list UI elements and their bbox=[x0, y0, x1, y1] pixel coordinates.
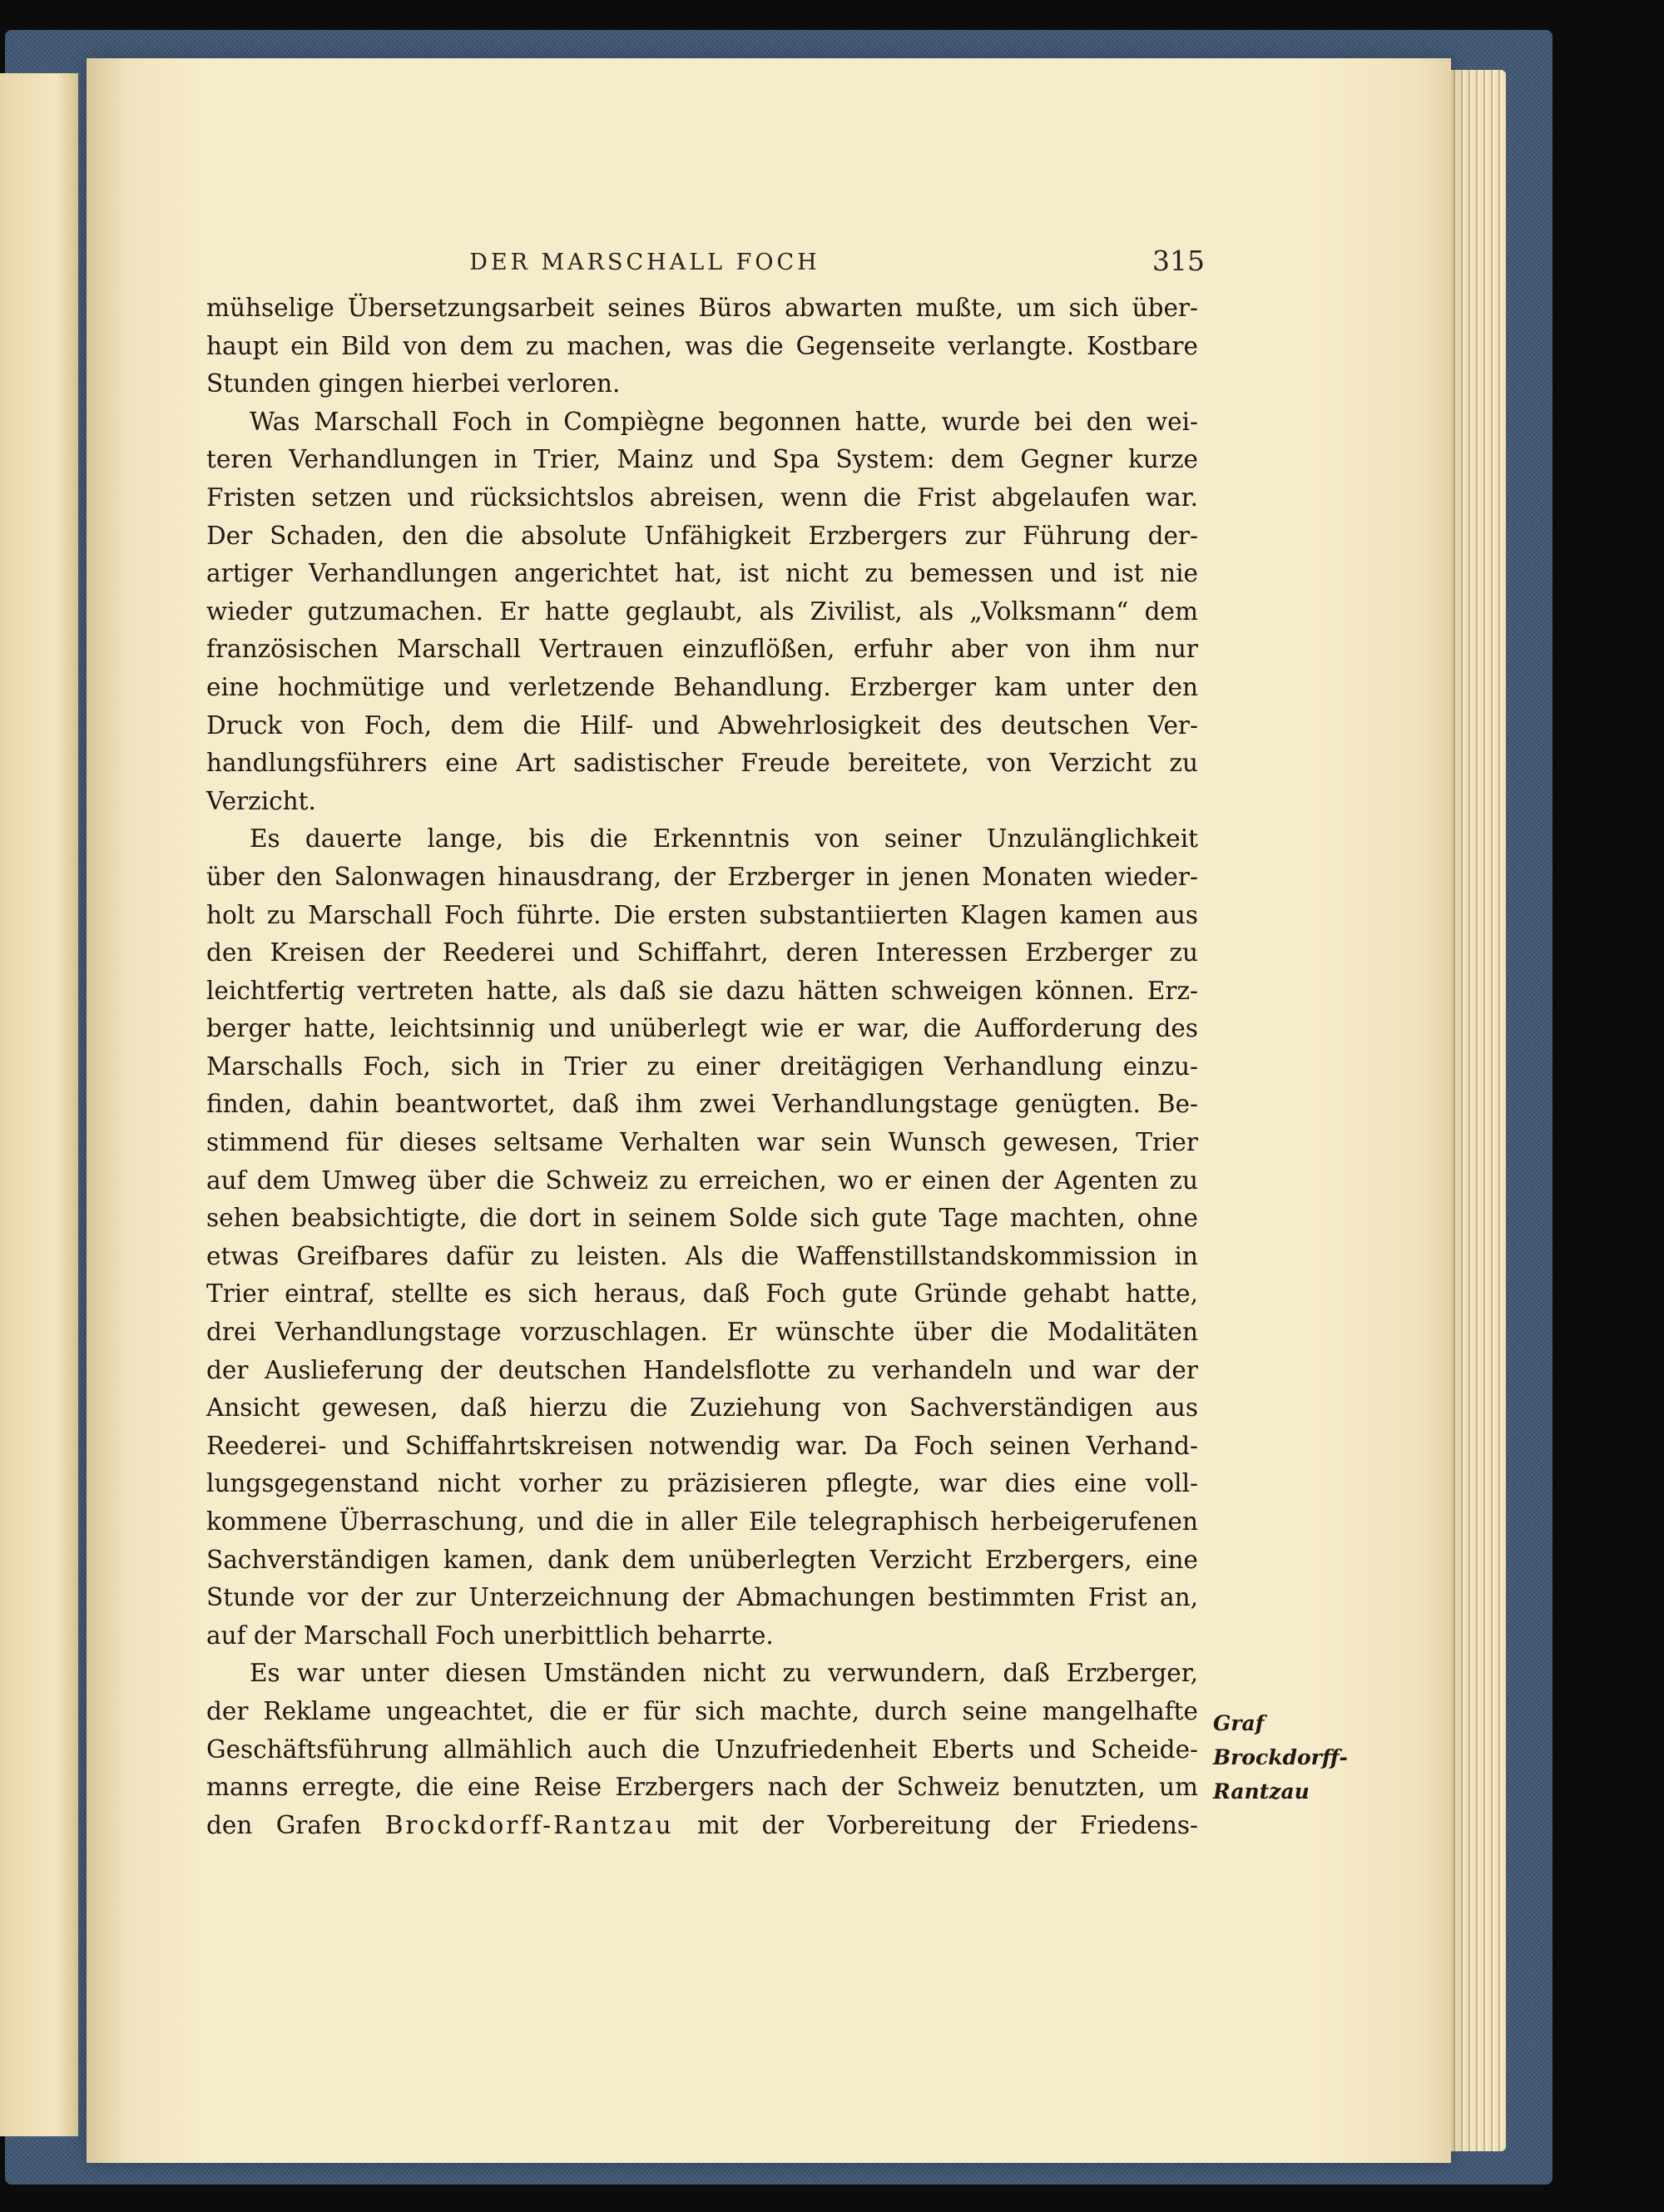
spaced-name: Brockdorff-Rantzau bbox=[384, 1810, 674, 1839]
text-line: Geschäftsführung allmählich auch die Unzufriedenheit Eberts und Scheide- bbox=[206, 1734, 1198, 1764]
text-line-start: den Grafen bbox=[206, 1810, 362, 1839]
text-line: kommene Überraschung, und die in aller Eile telegraphisch herbeigerufenen bbox=[206, 1507, 1198, 1536]
text-line: leichtfertig vertreten hatte, als daß sie dazu hätten schweigen können. Erz- bbox=[206, 976, 1198, 1005]
text-line: drei Verhandlungstage vorzuschlagen. Er wünschte über die Modalitäten bbox=[206, 1318, 1198, 1347]
text-line: über den Salonwagen hinausdrang, der Erzberger in jenen Monaten wieder- bbox=[206, 862, 1198, 891]
text-line: handlungsführers eine Art sadistischer Freude bereitete, von Verzicht zu bbox=[206, 749, 1198, 778]
text-line: Druck von Foch, dem die Hilf- und Abwehrlosigkeit des deutschen Ver- bbox=[206, 710, 1198, 740]
text-line: Sachverständigen kamen, dank dem unüberlegten Verzicht Erzbergers, eine bbox=[206, 1545, 1198, 1574]
text-line: Was Marschall Foch in Compiègne begonnen hatte, wurde bei den wei- bbox=[250, 407, 1198, 436]
text-line: auf der Marschall Foch unerbittlich beharrte. bbox=[206, 1621, 774, 1650]
text-line: Stunden gingen hierbei verloren. bbox=[206, 369, 621, 398]
text-line: artiger Verhandlungen angerichtet hat, ist nicht zu bemessen und ist nie bbox=[206, 559, 1198, 588]
text-line: etwas Greifbares dafür zu leisten. Als die Waffenstillstandskommission in bbox=[206, 1241, 1198, 1270]
text-line: finden, dahin beantwortet, daß ihm zwei Verhandlungstage genügten. Be- bbox=[206, 1090, 1198, 1119]
text-line: französischen Marschall Vertrauen einzuflößen, erfuhr aber von ihm nur bbox=[206, 635, 1198, 664]
text-line-end: mit der Vorbereitung der Friedens- bbox=[696, 1810, 1198, 1839]
text-line: Verzicht. bbox=[206, 786, 316, 815]
text-line: mühselige Übersetzungsarbeit seines Büros abwarten mußte, um sich über- bbox=[206, 294, 1198, 322]
text-line: Ansicht gewesen, daß hierzu die Zuziehung von Sachverständigen aus bbox=[206, 1393, 1198, 1423]
text-line: den Kreisen der Reederei und Schiffahrt, deren Interessen Erzberger zu bbox=[206, 938, 1198, 967]
page-number: 315 bbox=[1152, 245, 1205, 277]
text-line: berger hatte, leichtsinnig und unüberlegt wie er war, die Aufforderung des bbox=[206, 1014, 1198, 1043]
body-text bbox=[206, 289, 1198, 1844]
marginal-line: Brockdorff- bbox=[1213, 1745, 1348, 1769]
text-line: Fristen setzen und rücksichtslos abreisen, wenn die Frist abgelaufen war. bbox=[206, 482, 1198, 512]
text-line: wieder gutzumachen. Er hatte geglaubt, als Zivilist, als „Volksmann“ dem bbox=[206, 596, 1198, 626]
text-line: eine hochmütige und verletzende Behandlung. Erzberger kam unter den bbox=[206, 672, 1198, 701]
marginal-line: Graf bbox=[1213, 1711, 1265, 1735]
text-line: Trier eintraf, stellte es sich heraus, daß Foch gute Gründe gehabt hatte, bbox=[206, 1279, 1198, 1309]
text-line: Marschalls Foch, sich in Trier zu einer dreitägigen Verhandlung einzu- bbox=[206, 1052, 1198, 1081]
text-line: Es dauerte lange, bis die Erkenntnis von seiner Unzulänglichkeit bbox=[250, 824, 1198, 854]
text-line: lungsgegenstand nicht vorher zu präzisieren pflegte, war dies eine voll- bbox=[206, 1469, 1198, 1498]
marginal-line: Rantzau bbox=[1213, 1779, 1310, 1804]
text-line: stimmend für dieses seltsame Verhalten war sein Wunsch gewesen, Trier bbox=[206, 1128, 1198, 1157]
text-line: der Reklame ungeachtet, die er für sich machte, durch seine mangelhafte bbox=[206, 1696, 1198, 1725]
text-line-final bbox=[206, 1807, 1198, 1845]
text-line: Der Schaden, den die absolute Unfähigkeit Erzbergers zur Führung der- bbox=[206, 521, 1198, 550]
text-line: haupt ein Bild von dem zu machen, was die Gegenseite verlangte. Kostbare bbox=[206, 331, 1198, 360]
text-line: der Auslieferung der deutschen Handelsflotte zu verhandeln und war der bbox=[206, 1355, 1198, 1384]
text-line: auf dem Umweg über die Schweiz zu erreichen, wo er einen der Agenten zu bbox=[206, 1165, 1198, 1195]
text-line: manns erregte, die eine Reise Erzbergers nach der Schweiz benutzten, um bbox=[206, 1773, 1198, 1802]
text-line: holt zu Marschall Foch führte. Die ersten substantiierten Klagen kamen aus bbox=[206, 900, 1198, 929]
text-line: sehen beabsichtigte, die dort in seinem Solde sich gute Tage machten, ohne bbox=[206, 1204, 1198, 1233]
text-line: Stunde vor der zur Unterzeichnung der Abmachungen bestimmten Frist an, bbox=[206, 1583, 1198, 1612]
text-line: Reederei- und Schiffahrtskreisen notwendig war. Da Foch seinen Verhand- bbox=[206, 1431, 1198, 1460]
marginal-note bbox=[1213, 1706, 1348, 1809]
left-page-edge bbox=[0, 73, 78, 2136]
text-line: Es war unter diesen Umständen nicht zu verwundern, daß Erzberger, bbox=[250, 1659, 1198, 1688]
running-head: DER MARSCHALL FOCH bbox=[469, 250, 820, 275]
text-line: teren Verhandlungen in Trier, Mainz und Spa System: dem Gegner kurze bbox=[206, 445, 1198, 474]
